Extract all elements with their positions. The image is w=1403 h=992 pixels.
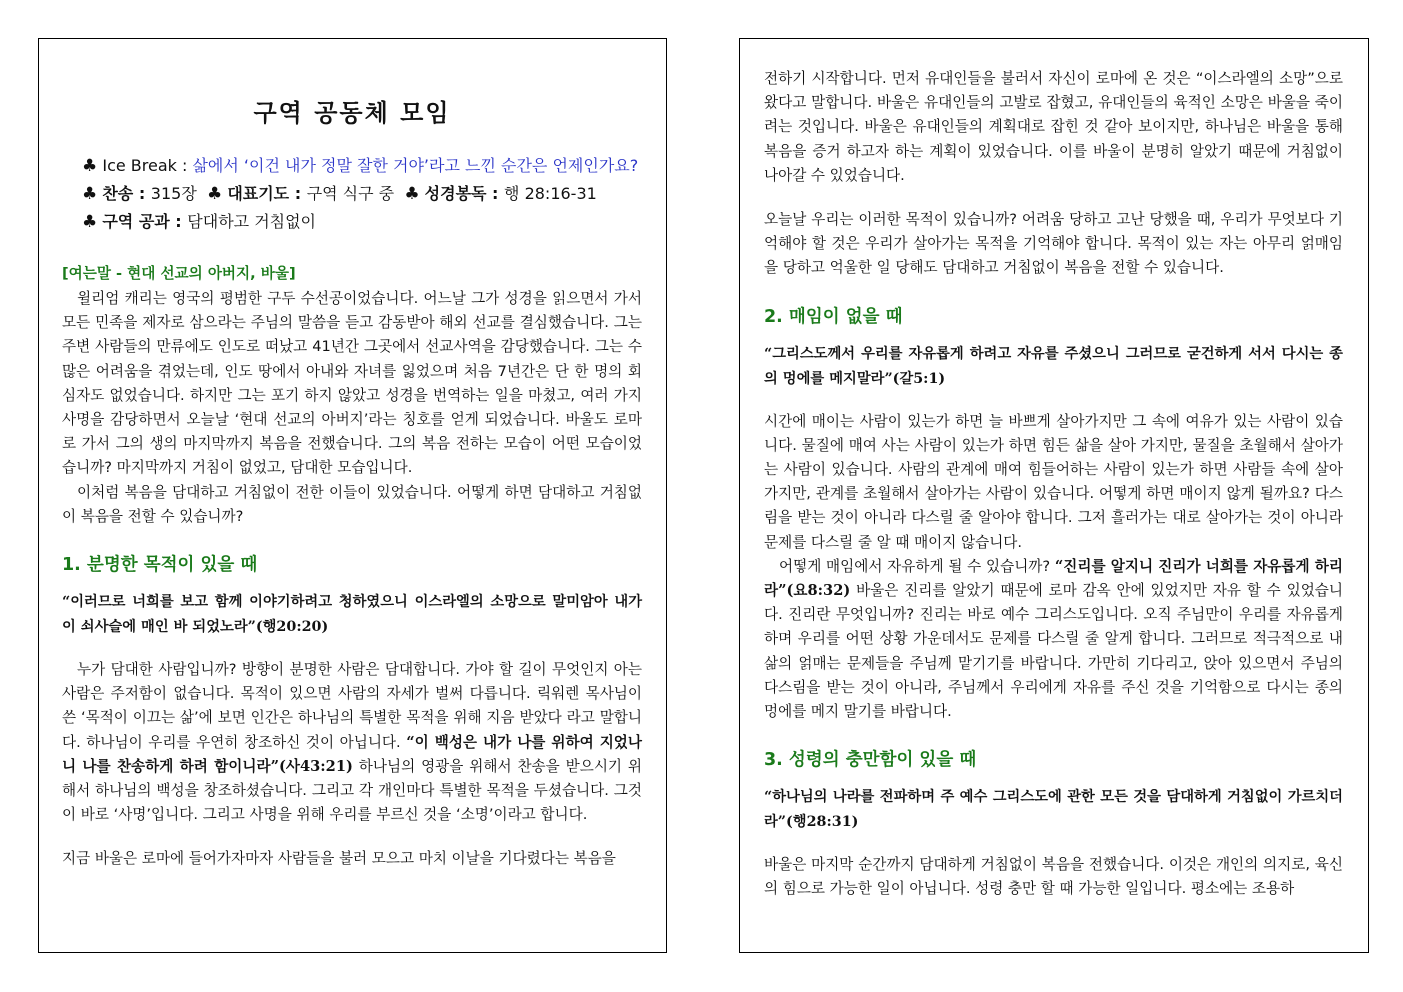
- section-2-heading: 2. 매임이 없을 때: [764, 306, 903, 327]
- ice-break-sep: :: [176, 156, 193, 175]
- worship-order-line: [62, 180, 642, 208]
- section-2-paragraph: 시간에 매이는 사람이 있는가 하면 늘 바쁘게 살아가지만 그 속에 여유가 있는 사람이 있습니다. 물질에 매여 사는 사람이 있는가 하면 힘든 삶을 살아 가지만, 물질을 초월해서 살아가는 사람이 있습니다. 사람의 관계에 매여 힘들어하는 사람이 있는가 하면 사람들 속에 살아가지만, 관계를 초월해서 살아가는 사람이 있습니다. 어떻게 하면 매이지 않게 될까요? 다스림을 받는 것이 아니라 다스릴 줄 알아야 합니다. 그저 흘러가는 대로 살아가는 것이 아니라 문제를 다스릴 줄 알 때 매이지 않습니다.: [764, 412, 1343, 551]
- section-2-verse: “그리스도께서 우리를 자유롭게 하려고 자유를 주셨으니 그러므로 굳건하게 서서 다시는 종의 멍에를 메지말라”(갈5:1): [764, 345, 1343, 387]
- section-1-text-b: 하나님의 영광을 위해서 찬송을 받으시기 위해서 하나님의 백성을 창조하셨습니다. 그리고 각 개인마다 특별한 목적을 두셨습니다. 그것이 바로 ‘사명’입니다. 그리고 사명을 위해 우리를 부르신 것을 ‘소명’이라고 합니다.: [62, 757, 642, 824]
- section-1-paragraph: [62, 658, 642, 827]
- section-1-inline-verse: “이 백성은 내가 나를 위하여 지었나니 나를 찬송하게 하려 함이니라”(사43:21): [62, 733, 642, 775]
- intro-paragraph-2: 이처럼 복음을 담대하고 거침없이 전한 이들이 있었습니다. 어떻게 하면 담대하고 거침없이 복음을 전할 수 있습니까?: [62, 483, 642, 525]
- hymn-value: 315장: [150, 184, 197, 203]
- hymn-label: 찬송 :: [102, 184, 151, 203]
- intro-paragraph: 윌리엄 캐리는 영국의 평범한 구두 수선공이었습니다. 어느날 그가 성경을 읽으면서 가서 모든 민족을 제자로 삼으라는 주님의 말씀을 듣고 감동받아 해외 선교를 결심했습니다. 그는 주변 사람들의 만류에도 인도로 떠났고 41년간 그곳에서 선교사역을 감당했습니다. 그는 수많은 어려움을 겪었는데, 인도 땅에서 아내와 자녀를 잃었으며 처음 7년간은 단 한 명의 회심자도 없었습니다. 하지만 그는 포기 하지 않았고 성경을 번역하는 일을 마쳤고, 여러 가지 사명을 감당하면서 오늘날 ‘현대 선교의 아버지’라는 칭호를 얻게 되었습니다. 바울도 로마로 가서 그의 생의 마지막까지 복음을 전했습니다. 그의 복음 전하는 모습이 어떤 모습이었습니까? 마지막까지 거침이 없었고, 담대한 모습입니다.: [62, 290, 642, 477]
- lesson-line: [62, 208, 642, 236]
- reading-label: 성경봉독 :: [424, 184, 505, 203]
- section-2-inline-verse: “진리를 알지니 진리가 너희를 자유롭게 하리라”(요8:32): [764, 557, 1343, 600]
- club-icon: ♣: [82, 184, 98, 204]
- section-3-verse: “하나님의 나라를 전파하며 주 예수 그리스도에 관한 모든 것을 담대하게 거침없이 가르치더라”(행28:31): [764, 789, 1343, 831]
- ice-break-label: Ice Break: [102, 156, 177, 175]
- prayer-label: 대표기도 :: [227, 184, 307, 203]
- section-1-heading: 1. 분명한 목적이 있을 때: [62, 555, 258, 576]
- section-1-text-a: 누가 담대한 사람입니까? 방향이 분명한 사람은 담대합니다. 가야 할 길이 무엇인지 아는 사람은 주저함이 없습니다. 목적이 있으면 사람의 자세가 벌써 다릅니다. 릭워렌 목사님이 쓴 ‘목적이 이끄는 삶’에 보면 인간은 하나님의 특별한 목적을 위해 지음 받았다 라고 말합니다. 하나님이 우리를 우연히 창조하신 것이 아닙니다.: [62, 661, 642, 751]
- club-icon: ♣: [404, 184, 420, 204]
- continued-paragraph: 전하기 시작합니다. 먼저 유대인들을 불러서 자신이 로마에 온 것은 “이스라엘의 소망”으로 왔다고 말합니다. 바울은 유대인들의 고발로 잡혔고, 유대인들의 육적인 소망은 바울을 죽이려는 것입니다. 바울은 유대인들의 계획대로 잡힌 것 같아 보이지만, 하나님은 바울을 통해 복음을 증거 하고자 하는 계획이 있었습니다. 이를 바울이 분명히 알았기 때문에 거침없이 나아갈 수 있었습니다.: [764, 70, 1343, 184]
- left-page: [38, 38, 667, 953]
- club-icon: ♣: [206, 184, 223, 204]
- section-2-paragraph-2: [764, 555, 1343, 724]
- lesson-value: 담대하고 거침없이: [187, 212, 317, 231]
- club-icon: ♣: [82, 156, 98, 176]
- ice-break-question: 삶에서 ‘이건 내가 정말 잘한 거야’라고 느낀 순간은 언제인가요?: [192, 156, 639, 175]
- ice-break-line: [62, 152, 642, 180]
- intro-heading: [여는말 - 현대 선교의 아버지, 바울]: [62, 265, 296, 282]
- prayer-value: 구역 식구 중: [306, 184, 395, 203]
- section-1-verse: “이러므로 너희를 보고 함께 이야기하려고 청하였으니 이스라엘의 소망으로 말미암아 내가 이 쇠사슬에 매인 바 되었노라”(행20:20): [62, 594, 642, 636]
- section-3-heading: 3. 성령의 충만함이 있을 때: [764, 750, 977, 771]
- right-page: [739, 38, 1369, 953]
- section-2-text-a: 어떻게 매임에서 자유하게 될 수 있습니까?: [779, 557, 1055, 575]
- section-3-paragraph: 바울은 마지막 순간까지 담대하게 거침없이 복음을 전했습니다. 이것은 개인의 의지로, 육신의 힘으로 가능한 일이 아닙니다. 성령 충만 할 때 가능한 일입니다. 평소에는 조용하: [764, 856, 1343, 898]
- section-1-paragraph-2: 지금 바울은 로마에 들어가자마자 사람들을 불러 모으고 마치 이날을 기다렸다는 복음을: [62, 850, 616, 868]
- section-2-text-b: 바울은 진리를 알았기 때문에 로마 감옥 안에 있었지만 자유 할 수 있었습니다. 진리란 무엇입니까? 진리는 바로 예수 그리스도입니다. 오직 주님만이 우리를 자유롭게 하며 우리를 어떤 상황 가운데서도 문제를 다스릴 줄 알게 합니다. 그러므로 적극적으로 내 삶의 얽매는 문제들을 주님께 맡기기를 바랍니다. 가만히 기다리고, 앉아 있으면서 주님의 다스림을 받는 것이 아니라, 주님께서 우리에게 자유를 주신 것을 기억함으로 다시는 종의 멍에를 메지 말기를 바랍니다.: [764, 582, 1343, 721]
- page-title: 구역 공동체 모임: [253, 99, 451, 127]
- club-icon: ♣: [82, 212, 98, 232]
- purpose-paragraph: 오늘날 우리는 이러한 목적이 있습니까? 어려움 당하고 고난 당했을 때, 우리가 무엇보다 기억해야 할 것은 우리가 살아가는 목적을 기억해야 합니다. 목적이 있는 자는 아무리 얽매임을 당하고 억울한 일 당해도 담대하고 거침없이 복음을 전할 수 있습니다.: [764, 211, 1343, 277]
- reading-value: 행 28:16-31: [504, 184, 597, 203]
- lesson-label: 구역 공과 :: [102, 212, 188, 231]
